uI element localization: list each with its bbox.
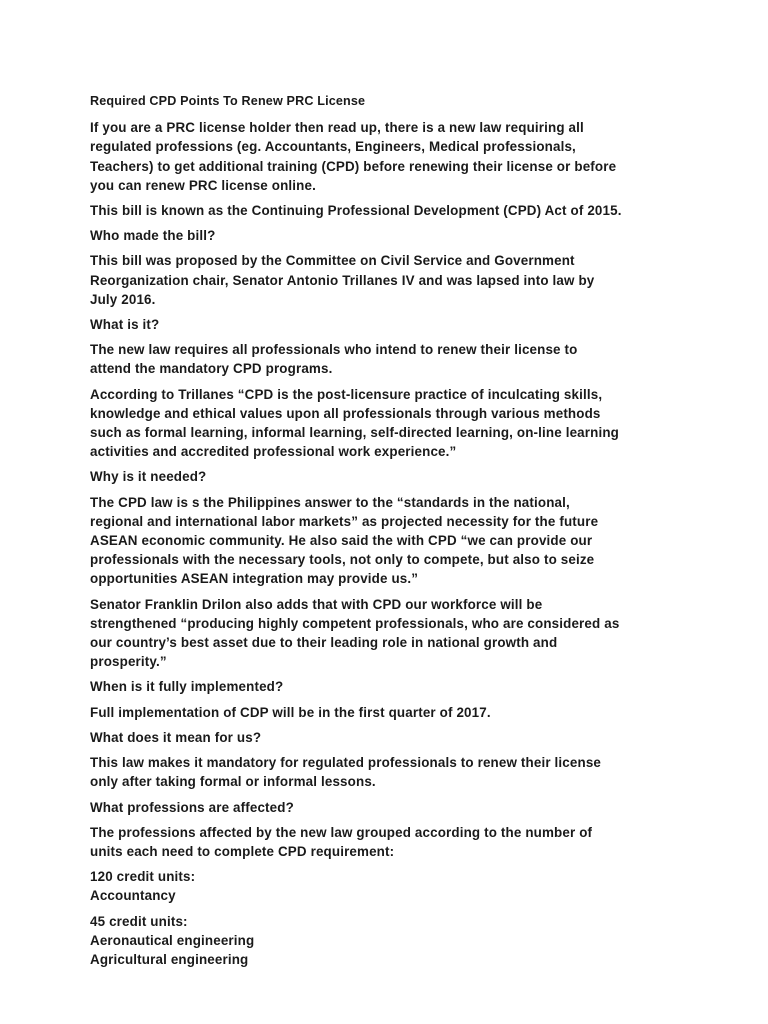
text-line: Reorganization chair, Senator Antonio Trillanes IV and was lapsed into law by <box>90 272 595 288</box>
paragraph <box>90 493 690 589</box>
text-line: Agricultural engineering <box>90 951 249 967</box>
text-line: Aeronautical engineering <box>90 932 255 948</box>
text-line: This bill is known as the Continuing Professional Development (CPD) Act of 2015. <box>90 203 622 219</box>
text-line: Senator Franklin Drilon also adds that with CPD our workforce will be <box>90 596 543 612</box>
text-line: The new law requires all professionals who intend to renew their license to <box>90 342 578 358</box>
paragraph <box>90 385 690 462</box>
paragraph <box>90 315 690 334</box>
paragraph <box>90 728 690 747</box>
text-line: If you are a PRC license holder then read up, there is a new law requiring all <box>90 120 584 136</box>
text-line: The CPD law is s the Philippines answer to the “standards in the national, <box>90 494 570 510</box>
text-line: What does it mean for us? <box>90 729 262 745</box>
text-line: 120 credit units: <box>90 869 196 885</box>
text-line: regulated professions (eg. Accountants, Engineers, Medical professionals, <box>90 139 576 155</box>
paragraph <box>90 118 690 195</box>
text-line: July 2016. <box>90 291 156 307</box>
text-line: strengthened “producing highly competent professionals, who are considered as <box>90 615 620 631</box>
text-line: This bill was proposed by the Committee on Civil Service and Government <box>90 253 575 269</box>
text-line: attend the mandatory CPD programs. <box>90 361 333 377</box>
text-line: professionals with the necessary tools, not only to compete, but also to seize <box>90 552 595 568</box>
text-line: prosperity.” <box>90 654 167 670</box>
paragraph <box>90 677 690 696</box>
paragraph <box>90 703 690 722</box>
text-line: Who made the bill? <box>90 228 216 244</box>
text-line: ASEAN economic community. He also said the with CPD “we can provide our <box>90 533 593 549</box>
text-line: only after taking formal or informal lessons. <box>90 774 376 790</box>
paragraph <box>90 753 690 791</box>
document-page <box>90 92 690 975</box>
text-line: units each need to complete CPD requirement: <box>90 843 395 859</box>
text-line: Why is it needed? <box>90 469 207 485</box>
paragraph <box>90 867 690 905</box>
document-title <box>90 92 690 111</box>
text-line: What is it? <box>90 317 160 333</box>
text-line: This law makes it mandatory for regulated professionals to renew their license <box>90 755 602 771</box>
text-line: Teachers) to get additional training (CPD) before renewing their license or before <box>90 158 617 174</box>
text-line: Required CPD Points To Renew PRC License <box>90 94 366 108</box>
text-line: activities and accredited professional work experience.” <box>90 444 457 460</box>
paragraph <box>90 595 690 672</box>
paragraph <box>90 823 690 861</box>
text-line: According to Trillanes “CPD is the post-licensure practice of inculcating skills, <box>90 386 603 402</box>
paragraph <box>90 340 690 378</box>
text-line: our country’s best asset due to their leading role in national growth and <box>90 635 558 651</box>
text-line: you can renew PRC license online. <box>90 177 316 193</box>
text-line: The professions affected by the new law grouped according to the number of <box>90 824 593 840</box>
text-line: regional and international labor markets” as projected necessity for the future <box>90 513 599 529</box>
paragraph <box>90 467 690 486</box>
text-line: opportunities ASEAN integration may provide us.” <box>90 571 419 587</box>
text-line: When is it fully implemented? <box>90 679 284 695</box>
paragraph <box>90 201 690 220</box>
text-line: What professions are affected? <box>90 799 294 815</box>
text-line: 45 credit units: <box>90 913 188 929</box>
text-line: such as formal learning, informal learning, self-directed learning, on-line learning <box>90 425 619 441</box>
text-line: knowledge and ethical values upon all professionals through various methods <box>90 405 601 421</box>
paragraph <box>90 226 690 245</box>
text-line: Full implementation of CDP will be in the first quarter of 2017. <box>90 704 491 720</box>
paragraph <box>90 798 690 817</box>
paragraph <box>90 251 690 309</box>
paragraph <box>90 912 690 970</box>
text-line: Accountancy <box>90 888 176 904</box>
